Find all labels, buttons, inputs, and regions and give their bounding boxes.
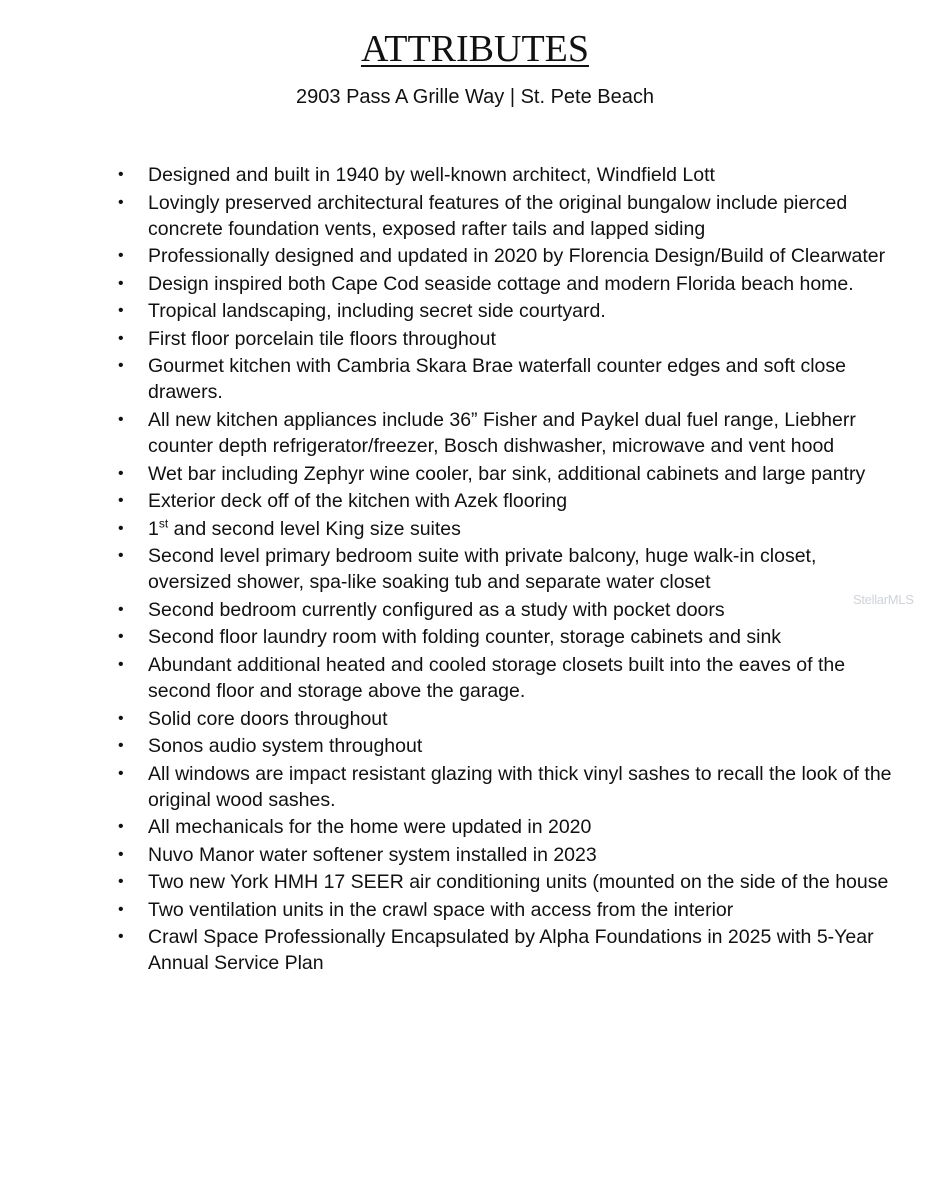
watermark: StellarMLS xyxy=(853,592,914,607)
attributes-list xyxy=(113,162,893,978)
list-item xyxy=(113,897,893,923)
list-item-text: Wet bar including Zephyr wine cooler, bar sink, additional cabinets and large pantry xyxy=(148,462,866,485)
list-item-text: Abundant additional heated and cooled storage closets built into the eaves of the second floor and storage above the garage. xyxy=(148,653,846,703)
bullet-icon: • xyxy=(118,166,124,183)
bullet-icon: • xyxy=(118,492,124,510)
bullet-icon: • xyxy=(118,818,124,836)
list-item xyxy=(113,190,893,242)
bullet-icon: • xyxy=(118,600,124,618)
list-item-text: Designed and built in 1940 by well-known architect, Windfield Lott xyxy=(148,164,715,186)
bullet-icon: • xyxy=(118,247,124,265)
bullet-icon: • xyxy=(118,193,124,211)
ordinal-number: 1 xyxy=(148,517,159,540)
list-item xyxy=(113,624,893,650)
bullet-icon: • xyxy=(118,655,124,673)
list-item xyxy=(113,761,893,813)
list-item xyxy=(113,407,893,459)
list-item xyxy=(113,271,893,297)
list-item xyxy=(113,597,893,623)
list-item-text: Sonos audio system throughout xyxy=(148,735,423,758)
list-item-text: All mechanicals for the home were updated in 2020 xyxy=(148,816,592,839)
list-item xyxy=(113,869,893,895)
list-item xyxy=(113,543,893,595)
list-item xyxy=(113,162,893,188)
list-item-text: Second bedroom currently configured as a study with pocket doors xyxy=(148,598,725,621)
list-item xyxy=(113,243,893,269)
bullet-icon: • xyxy=(118,928,124,946)
list-item xyxy=(113,326,893,352)
list-item-text: Two new York HMH 17 SEER air conditioning units (mounted on the side of the house xyxy=(148,871,889,894)
list-item-text: Second level primary bedroom suite with private balcony, huge walk-in closet, oversized shower, spa-like soaking tub and separate water closet xyxy=(148,545,817,594)
bullet-icon: • xyxy=(118,628,124,646)
bullet-icon: • xyxy=(118,845,124,863)
list-item xyxy=(113,924,893,976)
list-item-text: Gourmet kitchen with Cambria Skara Brae waterfall counter edges and soft close drawers. xyxy=(148,355,847,404)
list-item xyxy=(113,488,893,514)
list-item-text: All new kitchen appliances include 36” Fisher and Paykel dual fuel range, Liebherr counter depth refrigerator/freezer, Bosch dishwasher, microwave and vent hood xyxy=(148,408,856,458)
list-item xyxy=(113,842,893,868)
list-item-text: All windows are impact resistant glazing with thick vinyl sashes to recall the look of the original wood sashes. xyxy=(148,762,892,811)
bullet-icon: • xyxy=(118,547,124,565)
list-item-text: Design inspired both Cape Cod seaside cottage and modern Florida beach home. xyxy=(148,272,854,295)
list-item-text: Crawl Space Professionally Encapsulated by Alpha Foundations in 2025 with 5-Year Annual Service Plan xyxy=(148,926,874,975)
bullet-icon: • xyxy=(118,737,124,755)
list-item-text: and second level King size suites xyxy=(173,517,461,540)
bullet-icon: • xyxy=(118,329,124,347)
list-item xyxy=(113,814,893,840)
list-item xyxy=(113,298,893,324)
bullet-icon: • xyxy=(118,464,124,482)
bullet-icon: • xyxy=(118,764,124,782)
property-address: 2903 Pass A Grille Way | St. Pete Beach xyxy=(296,86,654,108)
bullet-icon: • xyxy=(118,519,124,537)
list-item xyxy=(113,733,893,759)
list-item xyxy=(113,461,893,487)
list-item xyxy=(113,516,893,542)
bullet-icon: • xyxy=(118,709,124,727)
bullet-icon: • xyxy=(118,274,124,292)
list-item-text: Exterior deck off of the kitchen with Azek flooring xyxy=(148,490,568,513)
list-item-text: Nuvo Manor water softener system installed in 2023 xyxy=(148,843,597,866)
list-item-text: Lovingly preserved architectural features of the original bungalow include pierced concrete foundation vents, exposed rafter tails and lapped siding xyxy=(148,191,848,240)
list-item-text: Tropical landscaping, including secret side courtyard. xyxy=(148,300,606,323)
list-item-text: Professionally designed and updated in 2020 by Florencia Design/Build of Clearwater xyxy=(148,245,886,268)
list-item xyxy=(113,353,893,405)
bullet-icon: • xyxy=(118,302,124,320)
ordinal-suffix: st xyxy=(158,516,169,531)
page-title: ATTRIBUTES xyxy=(361,28,589,70)
list-item-text: First floor porcelain tile floors throughout xyxy=(148,327,496,350)
list-item-text: Two ventilation units in the crawl space with access from the interior xyxy=(148,898,734,921)
bullet-icon: • xyxy=(118,900,124,918)
list-item xyxy=(113,706,893,732)
list-item xyxy=(113,652,893,704)
bullet-icon: • xyxy=(118,873,124,891)
bullet-icon: • xyxy=(118,410,124,428)
list-item-text: Solid core doors throughout xyxy=(148,707,388,730)
list-item-text: Second floor laundry room with folding counter, storage cabinets and sink xyxy=(148,626,782,649)
bullet-icon: • xyxy=(118,357,124,375)
